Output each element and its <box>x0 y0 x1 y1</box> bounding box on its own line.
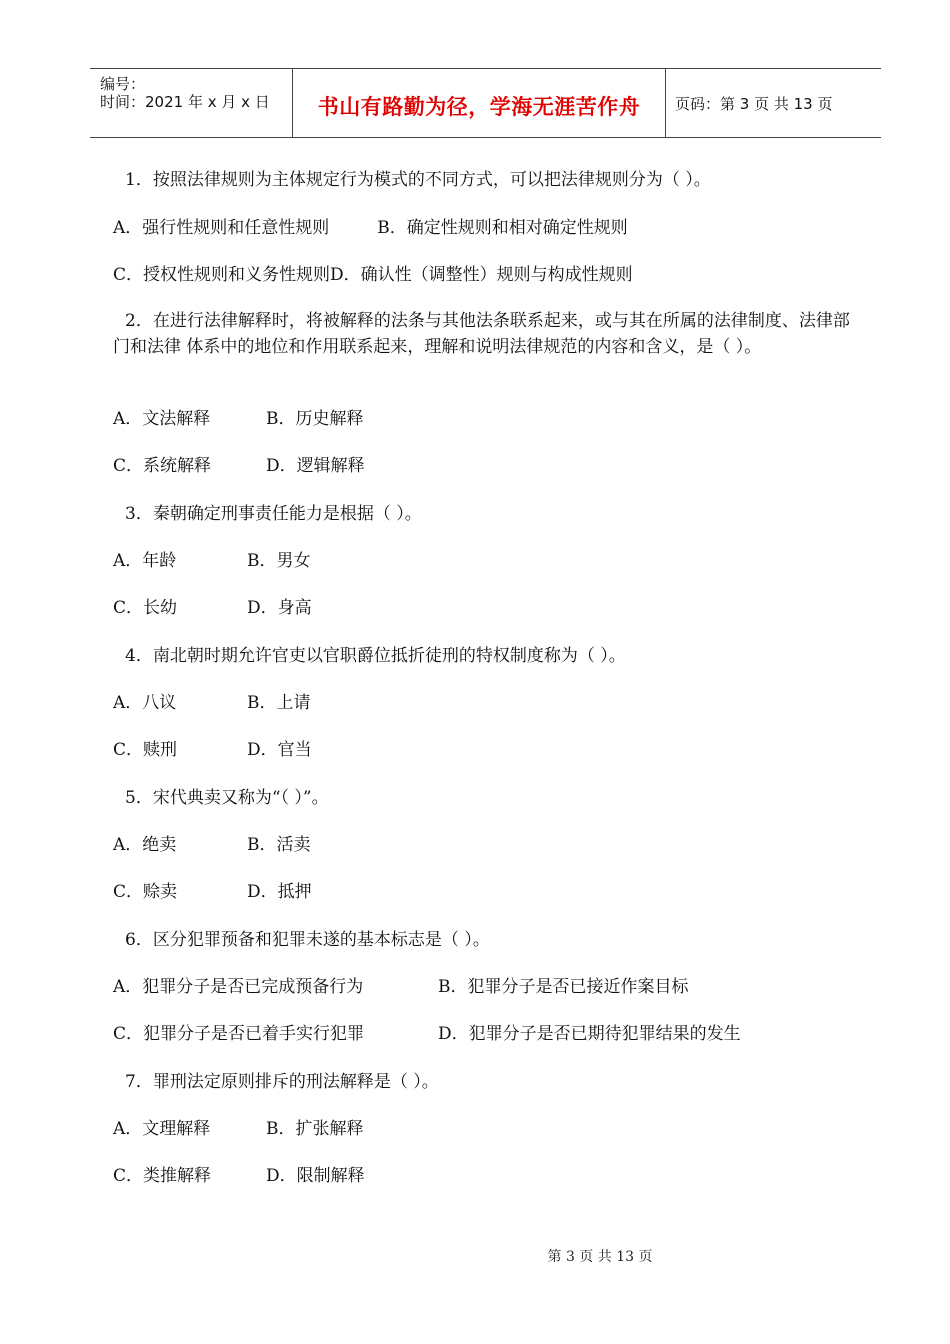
question-3-options-cd <box>113 596 312 620</box>
question-5-options-cd <box>113 880 312 904</box>
header-motto-cell <box>293 69 666 137</box>
question-4-option-c: C．赎刑 <box>113 740 178 760</box>
question-7-option-d: D．限制解释 <box>266 1166 365 1186</box>
question-6-option-a: A．犯罪分子是否已完成预备行为 <box>113 977 364 997</box>
question-1-option-c: C．授权性规则和义务性规则 <box>113 265 331 285</box>
question-7-option-c: C．类推解释 <box>113 1166 212 1186</box>
question-6-options-ab <box>113 975 689 999</box>
question-5-option-a: A．绝卖 <box>113 835 177 855</box>
question-6-option-c: C．犯罪分子是否已着手实行犯罪 <box>113 1024 365 1044</box>
header-meta <box>90 69 293 137</box>
question-3-option-d: D．身高 <box>247 598 312 618</box>
question-7-option-a: A．文理解释 <box>113 1119 211 1139</box>
question-7-options-cd <box>113 1164 365 1188</box>
question-1-option-d: D．确认性（调整性）规则与构成性规则 <box>330 265 633 285</box>
question-6-options-cd <box>113 1022 741 1046</box>
question-4-options-ab <box>113 691 311 715</box>
question-4-option-d: D．官当 <box>247 740 312 760</box>
question-6-option-d: D．犯罪分子是否已期待犯罪结果的发生 <box>438 1024 741 1044</box>
motto-text: 书山有路勤为径，学海无涯苦作舟 <box>317 95 641 119</box>
question-1-options-cd <box>113 263 633 287</box>
question-5-options-ab <box>113 833 311 857</box>
question-5-text: 5．宋代典卖又称为“（ ）”。 <box>125 788 329 808</box>
question-4-option-a: A．八议 <box>113 693 177 713</box>
question-1-text: 1．按照法律规则为主体规定行为模式的不同方式，可以把法律规则分为（ ）。 <box>125 170 711 190</box>
page-label: 页码：第 3 页 共 13 页 <box>675 95 833 113</box>
question-1-option-a: A．强行性规则和任意性规则 <box>113 218 330 238</box>
question-5-option-d: D．抵押 <box>247 882 312 902</box>
question-7-option-b: B．扩张解释 <box>266 1119 364 1139</box>
question-2-options-cd <box>113 454 365 478</box>
time-label: 时间：2021 年 x 月 x 日 <box>100 93 270 111</box>
question-3-option-c: C．长幼 <box>113 598 178 618</box>
question-1-option-b: B．确定性规则和相对确定性规则 <box>377 218 628 238</box>
footer-page-number: 第 3 页 共 13 页 <box>547 1249 653 1265</box>
question-6-text: 6．区分犯罪预备和犯罪未遂的基本标志是（ ）。 <box>125 930 490 950</box>
question-3-options-ab <box>113 549 311 573</box>
question-5-option-b: B．活卖 <box>247 835 311 855</box>
question-3-option-b: B．男女 <box>247 551 311 571</box>
page-header <box>90 68 881 138</box>
question-2-option-a: A．文法解释 <box>113 409 211 429</box>
question-3-option-a: A．年龄 <box>113 551 177 571</box>
page-footer <box>0 1246 950 1266</box>
question-2-options-ab <box>113 407 364 431</box>
question-2-text: 2．在进行法律解释时，将被解释的法条与其他法条联系起来，或与其在所属的法律制度、法律部门和法律 体系中的地位和作用联系起来，理解和说明法律规范的内容和含义，是（ ）。 <box>113 311 850 357</box>
serial-label: 编号： <box>100 75 146 93</box>
question-1-options-ab <box>113 216 628 240</box>
question-7-options-ab <box>113 1117 364 1141</box>
question-4-options-cd <box>113 738 312 762</box>
header-page-cell <box>666 69 881 137</box>
question-7-text: 7．罪刑法定原则排斥的刑法解释是（ ）。 <box>125 1072 439 1092</box>
question-4-text: 4．南北朝时期允许官吏以官职爵位抵折徒刑的特权制度称为（ ）。 <box>125 646 626 666</box>
question-3-text: 3．秦朝确定刑事责任能力是根据（ ）。 <box>125 504 422 524</box>
question-4-option-b: B．上请 <box>247 693 311 713</box>
question-2-option-c: C．系统解释 <box>113 456 212 476</box>
question-6-option-b: B．犯罪分子是否已接近作案目标 <box>438 977 689 997</box>
question-2-option-d: D．逻辑解释 <box>266 456 365 476</box>
question-5-option-c: C．赊卖 <box>113 882 178 902</box>
question-2-option-b: B．历史解释 <box>266 409 364 429</box>
